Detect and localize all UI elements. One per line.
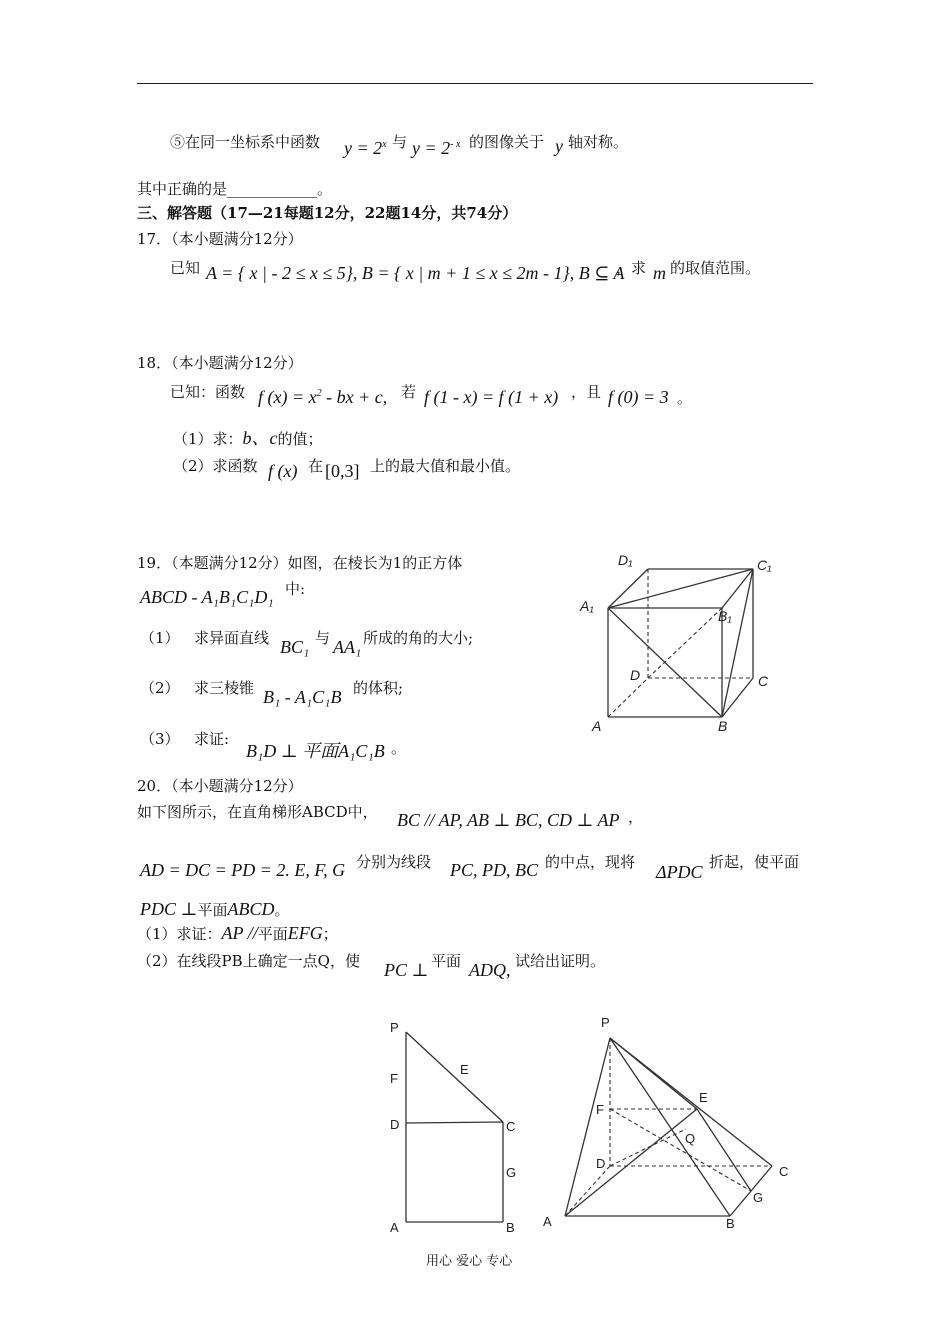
q18-head: 18．（本小题满分12分） <box>137 354 303 372</box>
label-a: A <box>592 718 602 734</box>
fig2-label-g: G <box>753 1190 764 1205</box>
q20-line1-end: ， <box>628 808 644 826</box>
fig2-label-b: B <box>726 1216 735 1231</box>
label-b: B <box>718 718 728 734</box>
fig1-label-p: P <box>390 1020 399 1035</box>
fig1-label-d: D <box>390 1117 400 1132</box>
q20-p2-end: 试给出证明。 <box>515 952 606 970</box>
q17-var-m: m <box>653 263 666 283</box>
q20-line2-math1: AD = DC = PD = 2. E, F, G <box>140 860 346 880</box>
q20-line2-t2: 的中点，现将 <box>545 853 636 871</box>
q20-line2-math2: PC, PD, BC <box>450 860 538 880</box>
q19-pyramid: B₁ - A₁C₁B <box>263 687 342 707</box>
pyramid-figure <box>540 1010 800 1240</box>
footer: 用心 爱心 专心 <box>426 1254 513 1269</box>
q18-and: ，且 <box>571 383 602 401</box>
q17-sets: A = { x | - 2 ≤ x ≤ 5}, B = { x | m + 1 ≤ x ≤ 2m - 1}, B ⊆ A <box>206 263 625 283</box>
q19-p3-end: 。 <box>391 739 407 757</box>
fig1-label-a: A <box>390 1220 399 1235</box>
q18-p2-in: 在 <box>308 457 324 475</box>
q18-p2-label: （2）求函数 <box>173 457 258 475</box>
q18-end: 。 <box>677 389 693 407</box>
header-rule <box>137 83 813 84</box>
fig2-label-p: P <box>601 1015 610 1030</box>
fig2-label-c: C <box>779 1164 789 1179</box>
q20-head: 20．（本小题满分12分） <box>137 777 303 795</box>
answer-blank: ____________ <box>227 180 318 198</box>
q20-p2-plane: 平面 <box>431 952 462 970</box>
q17-mid: ，求 <box>616 259 647 277</box>
eq-2-negx: $y = 2^{- x}$ <box>412 138 461 158</box>
fig2-label-q: Q <box>685 1131 696 1146</box>
q19-p1-text: 求异面直线 <box>194 629 270 647</box>
label-a1: A₁ <box>580 598 594 614</box>
q17-head: 17．（本小题满分12分） <box>137 230 303 248</box>
q19-aa1: AA₁ <box>333 637 362 657</box>
q20-line1-math: BC // AP, AB ⊥ BC, CD ⊥ AP <box>397 810 620 830</box>
q20-line2-t3: 折起，使平面 <box>709 853 800 871</box>
graph-text: 的图像关于 <box>469 133 545 151</box>
q19-bc1: BC₁ <box>280 637 310 657</box>
q18-f1: f $(x) = x^2$ - bx + c, <box>258 387 388 407</box>
eq-2x: $y = 2^x$ <box>344 138 387 158</box>
q18-f2: f (1 - x) = f (1 + x) <box>424 387 559 407</box>
label-d1: D₁ <box>618 552 633 568</box>
q19-head: 19．（本题满分12分）如图，在棱长为1的正方体 <box>137 554 463 572</box>
fig1-label-e: E <box>460 1062 469 1077</box>
q19-p3-text: 求证: <box>194 730 230 748</box>
q20-p2-math2: ADQ, <box>469 960 511 980</box>
trapezoid-figure <box>380 1010 530 1240</box>
q20-line2-math3: ΔPDC <box>656 862 703 882</box>
q20-line3: PDC ⊥平面ABCD。 <box>140 899 290 919</box>
cube-figure <box>570 545 790 740</box>
label-b1: B₁ <box>718 608 732 624</box>
symmetry-text: 轴对称。 <box>568 133 629 151</box>
q19-p2-text: 求三棱锥 <box>194 679 255 697</box>
fig2-label-e: E <box>699 1090 708 1105</box>
fig1-label-c: C <box>506 1119 516 1134</box>
q19-p1-num: （1） <box>140 629 180 647</box>
q17-prefix: 已知 <box>170 259 201 277</box>
and-text: 与 <box>392 133 408 151</box>
fig2-label-a: A <box>543 1214 552 1229</box>
fig1-label-f: F <box>390 1071 398 1086</box>
fig1-label-g: G <box>506 1165 517 1180</box>
q19-p1-end: 所成的角的大小; <box>363 629 474 647</box>
fig1-label-b: B <box>506 1220 515 1235</box>
q19-p3-num: （3） <box>140 730 180 748</box>
label-c: C <box>758 673 769 689</box>
q17-suffix: 的取值范围。 <box>670 259 761 277</box>
label-d: D <box>630 667 641 683</box>
q18-prefix: 已知：函数 <box>170 383 246 401</box>
item-5: ⑤在同一坐标系中函数 <box>170 133 321 151</box>
q19-p2-end: 的体积; <box>353 679 404 697</box>
q20-p1: （1）求证：AP //平面EFG； <box>137 923 338 943</box>
section-title: 三、解答题（17—21每题12分，22题14分，共74分） <box>137 204 518 222</box>
q19-cube: ABCD - A₁B₁C₁D₁ <box>140 587 274 607</box>
q20-p2-label: （2）在线段PB上确定一点Q，使 <box>137 952 360 970</box>
label-c1: C₁ <box>757 557 772 573</box>
fig2-label-f: F <box>596 1102 604 1117</box>
q18-if: 若 <box>401 383 417 401</box>
q19-p2-num: （2） <box>140 679 180 697</box>
correct-line: 其中正确的是____________。 <box>137 180 333 198</box>
q18-p1: （1）求：b、c的值； <box>173 428 323 448</box>
q18-p2-text: 上的最大值和最小值。 <box>370 457 521 475</box>
q20-line2-t1: 分别为线段 <box>356 853 432 871</box>
q18-f3: f (0) = 3 <box>608 387 669 407</box>
fig2-label-d: D <box>596 1156 606 1171</box>
q20-line1: 如下图所示，在直角梯形ABCD中， <box>137 803 378 821</box>
q18-p2-f: f (x) <box>268 461 298 481</box>
q19-zhong: 中: <box>285 580 306 598</box>
q19-p1-and: 与 <box>315 629 331 647</box>
q19-perp: B₁D ⊥ 平面A₁C₁B <box>246 741 385 761</box>
q20-p2-math: PC ⊥ <box>384 960 429 980</box>
q18-p2-interval: [0,3] <box>325 461 360 481</box>
var-y: y <box>555 136 563 156</box>
